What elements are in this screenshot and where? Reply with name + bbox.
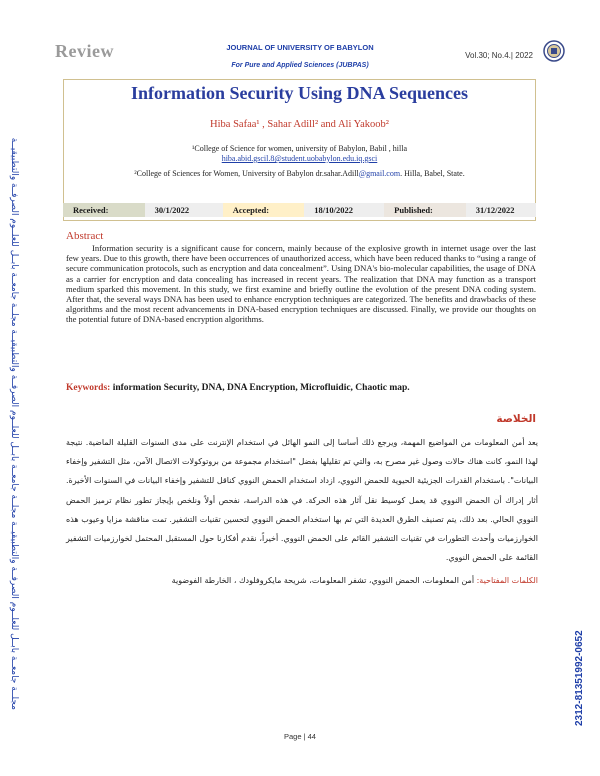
arabic-keywords-text: أمن المعلومات، الحمض النووي، تشفر المعلومات، شريحة مايكروفلودك ، الخارطة الفوضوية: [171, 576, 477, 585]
published-label: Published:: [384, 203, 466, 217]
abstract-heading: Abstract: [66, 230, 104, 242]
affiliation-1-email[interactable]: hiba.abid.gscil.8@student.uobabylon.edu.iq.gsci: [221, 154, 378, 163]
paper-title: Information Security Using DNA Sequences: [130, 83, 468, 103]
affiliation-1: ¹College of Science for women, university of Babylon, Babil , hilla: [191, 144, 408, 153]
page-number: Page | 44: [284, 732, 316, 741]
print-issn-number: 1992-0652: [574, 630, 585, 679]
university-seal-icon: [543, 40, 565, 62]
arabic-keywords-label: الكلمات المفتاحية:: [476, 576, 538, 585]
affiliation-2-email[interactable]: @gmail.com: [358, 169, 401, 178]
abstract-text: Information security is a significant cause for concern, mainly because of the explosive growth in internet usage over the last few years. Due to this growth, there have been occurrences of unauthorized access, which have been reduced thanks to “using a range of secure communication protocols, such as encryption and data concealment”. Using DNA's bio-molecular capabilities, the usage of DNA as a carrier for encryption and data concealing has increased in recent years. The realization that DNA may function as a transport medium sparked this movement. In this study, we first examine and briefly outline the evolution of the present DNA coding system. After that, the several ways DNA has been used to enhance encryption techniques are categorized. The benefits and drawbacks of these algorithms and the most recent advancements in DNA-based encryption techniques are discussed. Finally, we provide our thoughts on the potential future of DNA-based encryption algorithms.: [66, 243, 536, 325]
keywords-label: Keywords:: [66, 383, 111, 393]
left-strip-text: مجلــة جامعــة بابــل للعلــوم الصرفــة والتطبيقيــة مجلــة جامعــة بابــل للعلــوم الصرفــة والتطبيقيــة مجلــة جامعــة بابــل للعلــوم الصرفــة والتطبيقيــة: [9, 137, 19, 710]
abstract-body: [66, 243, 536, 325]
accepted-date: 18/10/2022: [304, 203, 384, 217]
affiliation-2-tail: . Hilla, Babel, State.: [400, 169, 465, 178]
arabic-abstract-body: يعد أمن المعلومات من المواضيع المهمة، ويرجع ذلك أساسا إلى النمو الهائل في استخدام الإنترنت على مدى السنوات القليلة الماضية. نتيجة لهذا النمو، كانت هناك حالات وصول غير مصرح به، والتي تم تقليلها بفضل "استخدام مجموعة من بروتوكولات الاتصال الآمن، مثل التشفير وإخفاء البيانات". باستخدام القدرات الجزيئية الحيوية للحمض النووي، ازداد استخدام الحمض النووي كناقل للتشفير وإخفاء البيانات في السنوات الأخيرة. أثار إدراك أن الحمض النووي قد يعمل كوسيط نقل آثار هذه الحركة. في هذه الدراسة، نفحص أولاً ونلخص بإيجاز تطور نظام ترميز الحمض النووي الحالي. بعد ذلك، يتم تصنيف الطرق العديدة التي تم بها استخدام الحمض النووي لتحسين تقنيات التشفير. تمت مناقشة مزايا وعيوب هذه الخوارزميات وأحدث التطورات في تقنيات التشفير القائم على الحمض النووي. أخيراً، نقدم أفكارنا حول المستقبل المحتمل لخوارزميات التشفير القائمة على الحمض النووي.: [66, 438, 538, 563]
right-contact-strip: [574, 46, 590, 726]
keywords-text: information Security, DNA, DNA Encryption, Microfluidic, Chaotic map.: [110, 383, 410, 393]
arabic-keywords: [66, 576, 538, 585]
received-date: 30/1/2022: [145, 203, 223, 217]
published-date: 31/12/2022: [466, 203, 536, 217]
journal-name: JOURNAL OF UNIVERSITY OF BABYLON: [226, 43, 374, 52]
affiliation-2: [63, 169, 536, 178]
print-issn-label: [574, 715, 600, 726]
volume-info: Vol.30; No.4.| 2022: [465, 51, 533, 60]
dates-row: [63, 203, 536, 217]
journal-subtitle: For Pure and Applied Sciences (JUBPAS): [231, 62, 369, 69]
accepted-label: Accepted:: [223, 203, 305, 217]
arabic-abstract-heading: الخلاصة: [496, 413, 536, 425]
received-label: Received:: [63, 203, 145, 217]
issn-number: 2312-8135: [574, 678, 585, 726]
affiliation-2-text: ²College of Sciences for Women, University of Babylon dr.sahar.Adill: [134, 169, 359, 178]
keywords: [66, 383, 536, 393]
right-strip-text: [574, 46, 585, 726]
paper-authors: Hiba Safaa¹ , Sahar Adill² and Ali Yakoob²: [210, 119, 389, 130]
review-label: Review: [55, 41, 114, 61]
left-journal-strip: [5, 90, 19, 710]
